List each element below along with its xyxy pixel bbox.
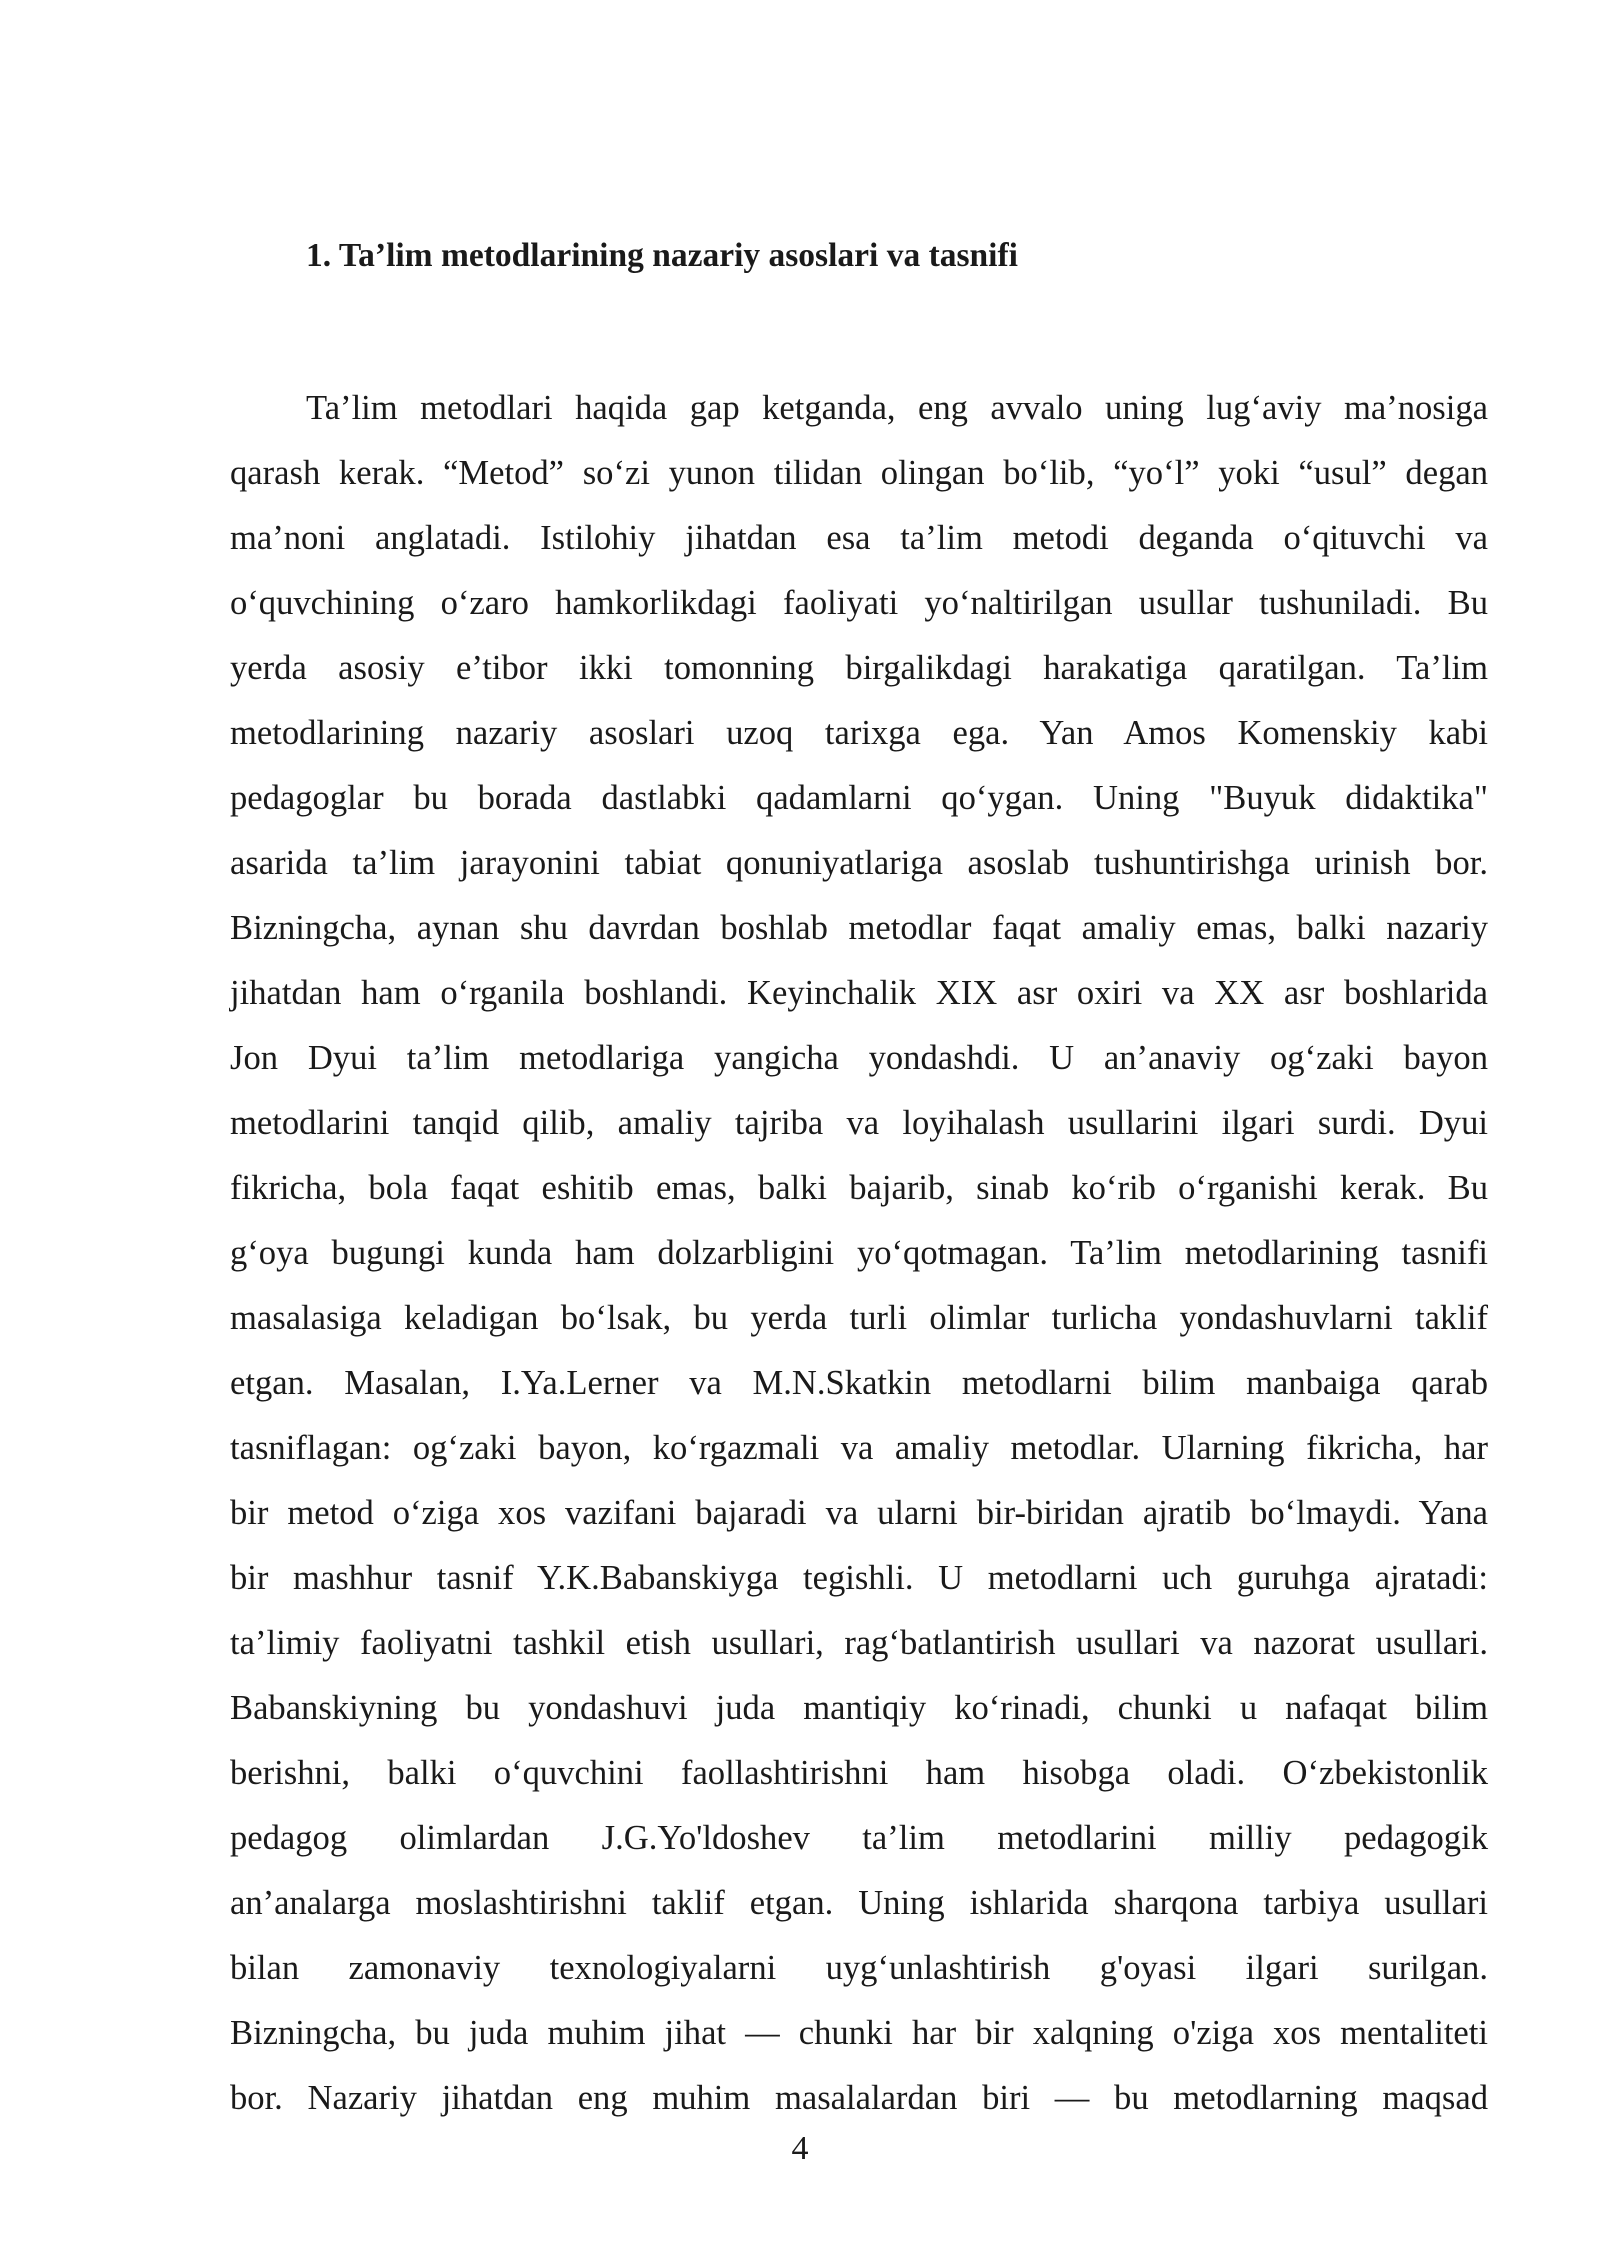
paragraph-line: jihatdan ham o‘rganila boshlandi. Keyinchalik XIX asr oxiri va XX asr boshlarida [230,974,1488,1012]
paragraph-line: Jon Dyui ta’lim metodlariga yangicha yondashdi. U an’anaviy og‘zaki bayon [230,1039,1488,1077]
paragraph-line: g‘oya bugungi kunda ham dolzarbligini yo‘qotmagan. Ta’lim metodlarining tasnifi [230,1234,1488,1272]
body-paragraph [230,376,1488,2131]
paragraph-line: etgan. Masalan, I.Ya.Lerner va M.N.Skatkin metodlarni bilim manbaiga qarab [230,1364,1488,1402]
paragraph-line: tasniflagan: og‘zaki bayon, ko‘rgazmali va amaliy metodlar. Ularning fikricha, har [230,1429,1488,1467]
paragraph-line: pedagog olimlardan J.G.Yo'ldoshev ta’lim metodlarini milliy pedagogik [230,1819,1488,1857]
paragraph-line: metodlarini tanqid qilib, amaliy tajriba va loyihalash usullarini ilgari surdi. Dyui [230,1104,1488,1142]
paragraph-line: qarash kerak. “Metod” so‘zi yunon tilidan olingan bo‘lib, “yo‘l” yoki “usul” degan [230,454,1488,492]
paragraph-line: an’analarga moslashtirishni taklif etgan. Uning ishlarida sharqona tarbiya usullari [230,1884,1488,1922]
paragraph-line: Bizningcha, bu juda muhim jihat — chunki har bir xalqning o'ziga xos mentaliteti [230,2014,1488,2052]
paragraph-line: berishni, balki o‘quvchini faollashtirishni ham hisobga oladi. O‘zbekistonlik [230,1754,1488,1792]
paragraph-line: o‘quvchining o‘zaro hamkorlikdagi faoliyati yo‘naltirilgan usullar tushuniladi. Bu [230,584,1488,622]
page-number: 4 [791,2130,809,2167]
paragraph-line: Bizningcha, aynan shu davrdan boshlab metodlar faqat amaliy emas, balki nazariy [230,909,1488,947]
paragraph-line: metodlarining nazariy asoslari uzoq tarixga ega. Yan Amos Komenskiy kabi [230,714,1488,752]
section-heading: 1. Ta’lim metodlarining nazariy asoslari va tasnifi [306,237,1018,274]
paragraph-line: pedagoglar bu borada dastlabki qadamlarni qo‘ygan. Uning "Buyuk didaktika" [230,779,1488,817]
paragraph-line: yerda asosiy e’tibor ikki tomonning birgalikdagi harakatiga qaratilgan. Ta’lim [230,649,1488,687]
paragraph-line: bor. Nazariy jihatdan eng muhim masalalardan biri — bu metodlarning maqsad [230,2079,1488,2117]
paragraph-line: bir metod o‘ziga xos vazifani bajaradi va ularni bir-biridan ajratib bo‘lmaydi. Yana [230,1494,1488,1532]
paragraph-line: Ta’lim metodlari haqida gap ketganda, eng avvalo uning lug‘aviy ma’nosiga [306,389,1488,427]
paragraph-line: bilan zamonaviy texnologiyalarni uyg‘unlashtirish g'oyasi ilgari surilgan. [230,1949,1488,1987]
paragraph-line: asarida ta’lim jarayonini tabiat qonuniyatlariga asoslab tushuntirishga urinish bor. [230,844,1488,882]
paragraph-line: ma’noni anglatadi. Istilohiy jihatdan esa ta’lim metodi deganda o‘qituvchi va [230,519,1488,557]
paragraph-line: bir mashhur tasnif Y.K.Babanskiyga tegishli. U metodlarni uch guruhga ajratadi: [230,1559,1488,1597]
paragraph-line: ta’limiy faoliyatni tashkil etish usullari, rag‘batlantirish usullari va nazorat usullari. [230,1624,1488,1662]
paragraph-line: Babanskiyning bu yondashuvi juda mantiqiy ko‘rinadi, chunki u nafaqat bilim [230,1689,1488,1727]
paragraph-line: masalasiga keladigan bo‘lsak, bu yerda turli olimlar turlicha yondashuvlarni taklif [230,1299,1488,1337]
paragraph-line: fikricha, bola faqat eshitib emas, balki bajarib, sinab ko‘rib o‘rganishi kerak. Bu [230,1169,1488,1207]
